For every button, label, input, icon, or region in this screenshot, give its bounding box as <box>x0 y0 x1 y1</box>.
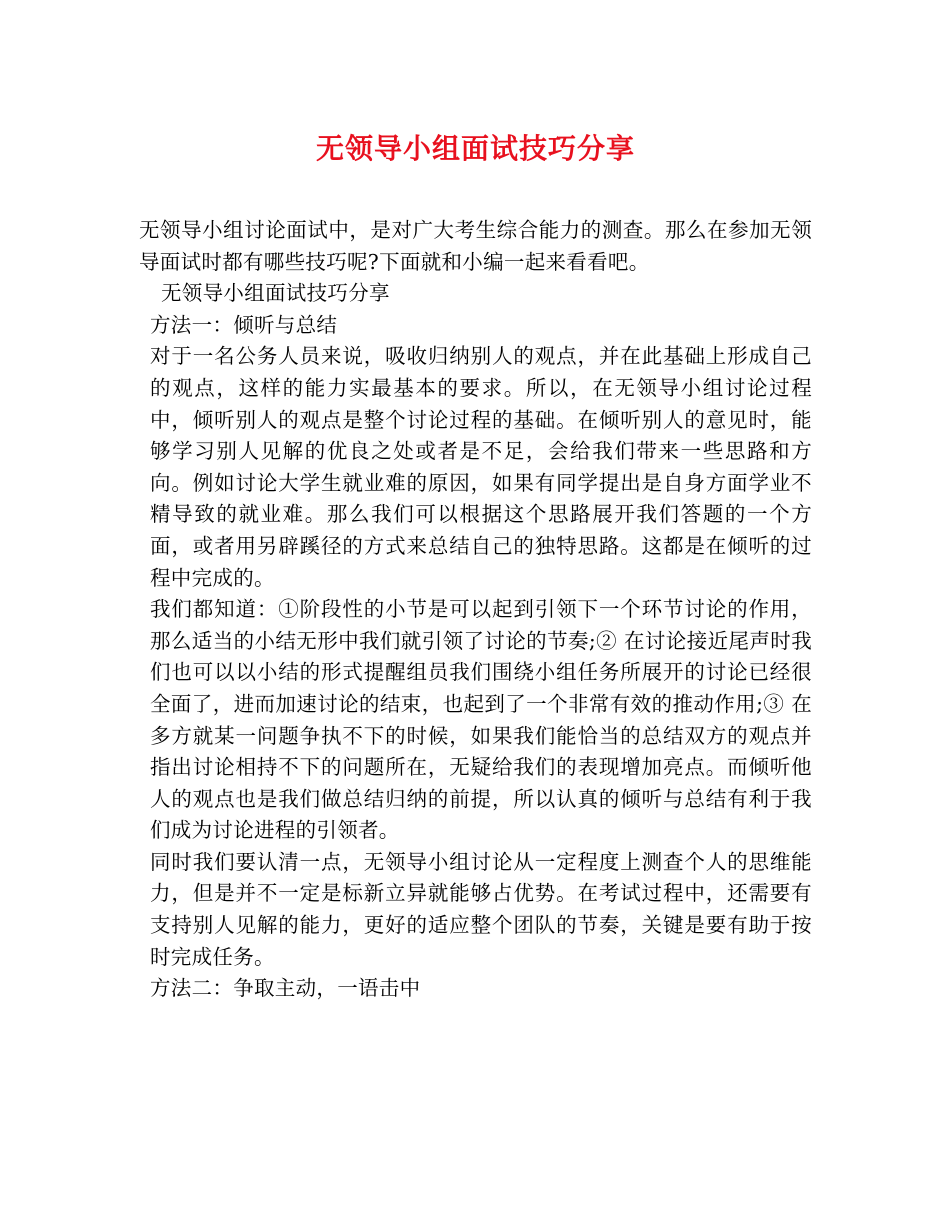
body-paragraph: 我们都知道：①阶段性的小节是可以起到引领下一个环节讨论的作用，那么适当的小结无形中我们就引领了讨论的节奏;② 在讨论接近尾声时我们也可以以小结的形式提醒组员我们围绕小组任务所展开的讨论已经很全面了，进而加速讨论的结束，也起到了一个非常有效的推动作用;③ 在多方就某一问题争执不下的时候，如果我们能恰当的总结双方的观点并指出讨论相持不下的问题所在，无疑给我们的表现增加亮点。而倾听他人的观点也是我们做总结归纳的前提，所以认真的倾听与总结有利于我们成为讨论进程的引领者。 <box>150 597 812 843</box>
body-paragraph: 对于一名公务人员来说，吸收归纳别人的观点，并在此基础上形成自己的观点，这样的能力实最基本的要求。所以，在无领导小组讨论过程中，倾听别人的观点是整个讨论过程的基础。在倾听别人的意见时，能够学习别人见解的优良之处或者是不足，会给我们带来一些思路和方向。例如讨论大学生就业难的原因，如果有同学提出是自身方面学业不精导致的就业难。那么我们可以根据这个思路展开我们答题的一个方面，或者用另辟蹊径的方式来总结自己的独特思路。这都是在倾听的过程中完成的。 <box>150 344 812 590</box>
section-heading: 无领导小组面试技巧分享 <box>161 281 390 306</box>
method-one-heading: 方法一：倾听与总结 <box>150 312 338 337</box>
method-two-heading: 方法二：争取主动，一语击中 <box>150 976 421 1001</box>
intro-paragraph: 无领导小组讨论面试中，是对广大考生综合能力的测查。那么在参加无领导面试时都有哪些技巧呢?下面就和小编一起来看看吧。 <box>139 218 812 274</box>
document-title: 无领导小组面试技巧分享 <box>315 132 635 165</box>
body-paragraph: 同时我们要认清一点，无领导小组讨论从一定程度上测查个人的思维能力，但是并不一定是标新立异就能够占优势。在考试过程中，还需要有支持别人见解的能力，更好的适应整个团队的节奏，关键是要有助于按时完成任务。 <box>150 849 812 969</box>
